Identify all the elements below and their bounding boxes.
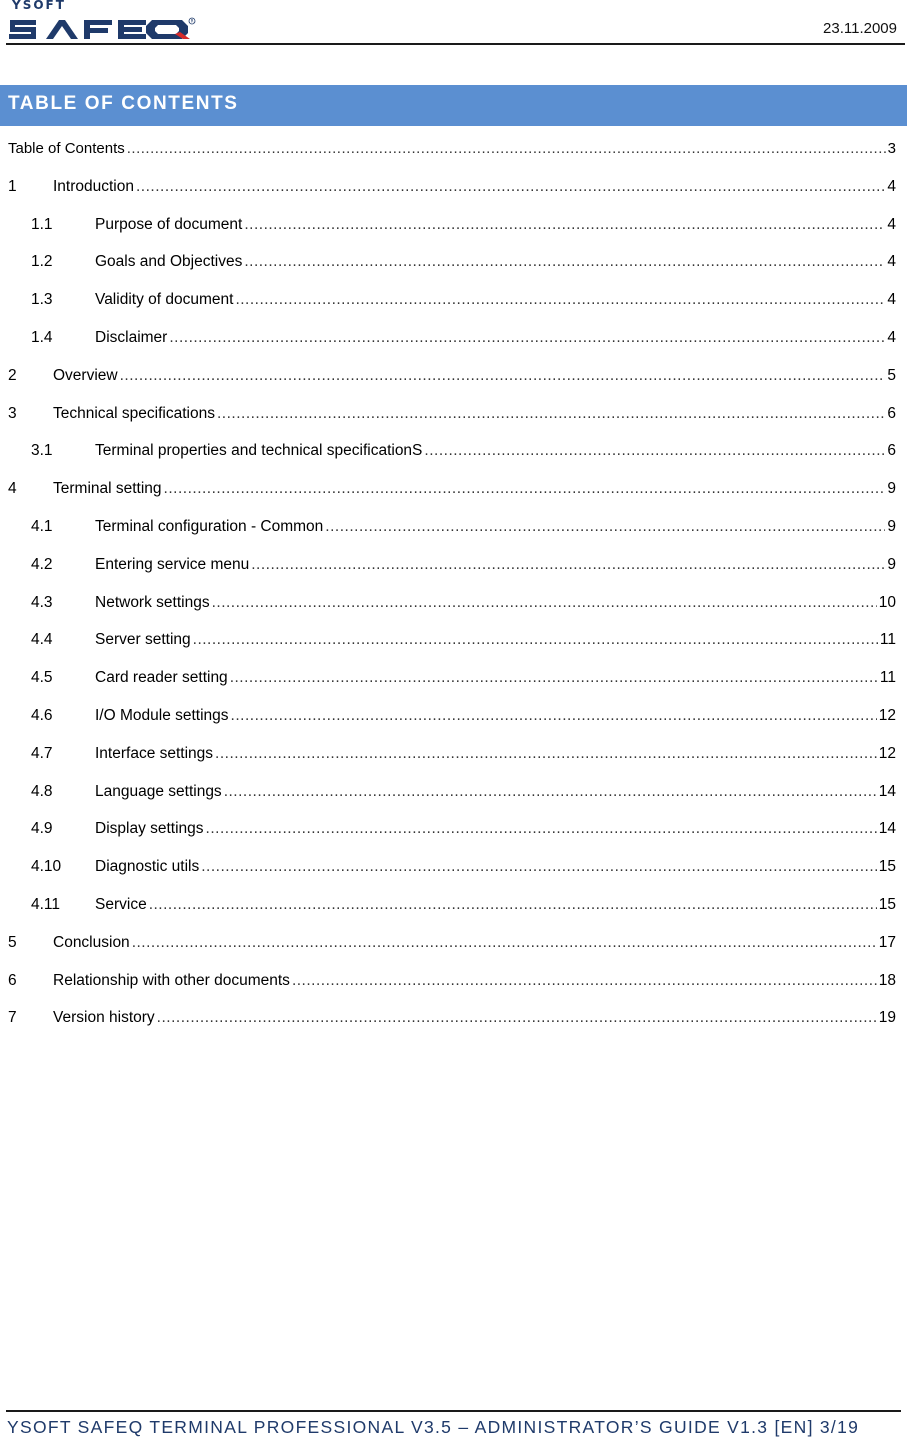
toc-leader-dots [127,134,886,164]
toc-entry-label: Terminal properties and technical specificationS [95,442,423,460]
toc-entry[interactable] [0,588,907,626]
toc-entry-page-number: 11 [879,669,896,687]
toc-entry-number: 4.3 [31,593,53,611]
toc-leader-dots [212,588,877,618]
toc-entry-link[interactable] [95,814,896,844]
toc-entry-label: Entering service menu [95,555,250,573]
toc-entry-page-number: 6 [887,404,896,422]
toc-leader-dots [157,1003,877,1033]
page-footer: YSOFT SAFEQ TERMINAL PROFESSIONAL V3.5 – ADMINISTRATOR’S GUIDE V1.3 [EN] 3/19 [7,1417,860,1437]
toc-entry-link[interactable] [8,134,896,164]
toc-entry-number: 5 [8,933,17,951]
toc-entry-page-number: 6 [887,442,896,460]
toc-entry-label: Conclusion [53,933,130,951]
toc-entry-link[interactable] [95,739,896,769]
toc-entry[interactable] [0,966,907,1004]
toc-entry[interactable] [0,625,907,663]
toc-entry[interactable] [0,361,907,399]
toc-entry[interactable] [0,739,907,777]
toc-entry-number: 4 [8,480,17,498]
toc-entry-label: Goals and Objectives [95,253,243,271]
toc-entry-label: Purpose of document [95,215,243,233]
toc-entry-number: 4.9 [31,820,53,838]
toc-entry[interactable] [0,134,907,172]
toc-entry-label: Diagnostic utils [95,858,200,876]
toc-entry[interactable] [0,512,907,550]
toc-entry[interactable] [0,436,907,474]
toc-entry-link[interactable] [53,172,896,202]
toc-leader-dots [231,701,877,731]
toc-entry-label: Terminal configuration - Common [95,517,324,535]
toc-entry-label: Validity of document [95,291,234,309]
toc-entry-label: Table of Contents [8,140,125,157]
toc-entry-page-number: 4 [887,328,896,346]
toc-entry[interactable] [0,928,907,966]
toc-leader-dots [201,852,877,882]
toc-entry-link[interactable] [95,663,896,693]
toc-entry-page-number: 9 [887,517,896,535]
toc-leader-dots [424,436,885,466]
toc-entry-number: 4.6 [31,706,53,724]
toc-entry-page-number: 14 [878,820,896,838]
toc-leader-dots [244,247,885,277]
toc-entry-link[interactable] [95,550,896,580]
document-date: 23.11.2009 [823,20,897,37]
toc-entry-label: Technical specifications [53,404,215,422]
toc-entry-number: 4.10 [31,858,62,876]
toc-leader-dots [244,210,885,240]
toc-entry-label: Network settings [95,593,210,611]
toc-leader-dots [251,550,885,580]
header-divider [6,43,905,45]
toc-entry-link[interactable] [95,625,896,655]
toc-entry-page-number: 19 [878,1009,896,1027]
toc-entry-link[interactable] [53,399,896,429]
toc-entry-number: 1.1 [31,215,53,233]
toc-entry-label: Introduction [53,177,134,195]
toc-entry-number: 4.7 [31,744,53,762]
toc-entry[interactable] [0,550,907,588]
toc-leader-dots [136,172,885,202]
toc-leader-dots [325,512,885,542]
toc-entry-page-number: 15 [878,895,896,913]
logo-small-text: YSOFT [12,0,66,12]
table-of-contents [0,134,907,1041]
toc-entry-link[interactable] [95,323,896,353]
toc-leader-dots [132,928,877,958]
toc-entry-number: 3.1 [31,442,53,460]
toc-entry[interactable] [0,852,907,890]
toc-entry-number: 1.2 [31,253,53,271]
page-header [0,0,907,46]
toc-entry-page-number: 3 [887,140,896,157]
toc-entry-label: Card reader setting [95,669,228,687]
footer-divider [6,1410,901,1412]
toc-entry[interactable] [0,1003,907,1041]
toc-entry-label: Interface settings [95,744,214,762]
toc-entry[interactable] [0,814,907,852]
toc-entry[interactable] [0,323,907,361]
toc-entry-link[interactable] [95,852,896,882]
toc-entry-number: 1.4 [31,328,53,346]
toc-entry-page-number: 11 [879,631,896,649]
toc-entry-number: 3 [8,404,17,422]
toc-leader-dots [217,399,885,429]
toc-entry-number: 6 [8,971,17,989]
toc-entry-number: 1.3 [31,291,53,309]
toc-entry-link[interactable] [95,777,896,807]
toc-heading-banner [0,85,907,126]
toc-entry-link[interactable] [95,285,896,315]
toc-entry-link[interactable] [95,701,896,731]
toc-leader-dots [292,966,877,996]
toc-leader-dots [206,814,877,844]
toc-entry-label: Service [95,895,147,913]
toc-entry[interactable] [0,210,907,248]
toc-leader-dots [164,474,886,504]
toc-entry-page-number: 14 [878,782,896,800]
toc-title: TABLE OF CONTENTS [8,93,239,114]
toc-entry-label: Overview [53,366,118,384]
toc-entry[interactable] [0,890,907,928]
toc-leader-dots [149,890,877,920]
toc-leader-dots [120,361,886,391]
toc-entry-number: 4.2 [31,555,53,573]
toc-entry-page-number: 15 [878,858,896,876]
toc-entry-link[interactable] [95,890,896,920]
toc-entry-label: Terminal setting [53,480,162,498]
toc-entry-page-number: 5 [887,366,896,384]
toc-entry-page-number: 4 [887,253,896,271]
toc-entry-label: Server setting [95,631,191,649]
toc-entry-number: 4.4 [31,631,53,649]
toc-entry-number: 7 [8,1009,17,1027]
toc-entry[interactable] [0,247,907,285]
ysoft-safeq-logo [6,0,221,44]
toc-entry[interactable] [0,663,907,701]
toc-entry-page-number: 4 [887,291,896,309]
toc-entry-label: Version history [53,1009,155,1027]
toc-entry-number: 4.11 [31,895,61,913]
svg-text:R: R [190,18,194,24]
toc-entry[interactable] [0,399,907,437]
toc-entry[interactable] [0,474,907,512]
toc-entry-page-number: 17 [878,933,896,951]
toc-entry-link[interactable] [53,1003,896,1033]
toc-entry[interactable] [0,777,907,815]
toc-leader-dots [215,739,877,769]
toc-entry-page-number: 4 [887,215,896,233]
toc-entry-label: Disclaimer [95,328,168,346]
toc-entry[interactable] [0,285,907,323]
toc-entry-link[interactable] [95,436,896,466]
toc-entry-page-number: 12 [878,744,896,762]
toc-entry-page-number: 4 [887,177,896,195]
toc-entry-link[interactable] [95,247,896,277]
toc-entry-number: 4.1 [31,517,53,535]
toc-leader-dots [235,285,885,315]
toc-entry-page-number: 9 [887,555,896,573]
toc-leader-dots [224,777,877,807]
toc-entry-page-number: 9 [887,480,896,498]
toc-entry-label: I/O Module settings [95,706,229,724]
toc-entry-label: Language settings [95,782,222,800]
toc-entry-page-number: 12 [878,706,896,724]
toc-entry-link[interactable] [53,361,896,391]
toc-leader-dots [169,323,885,353]
toc-entry-link[interactable] [95,588,896,618]
toc-entry-label: Display settings [95,820,204,838]
toc-entry-link[interactable] [95,210,896,240]
toc-entry-number: 1 [8,177,17,195]
toc-leader-dots [230,663,878,693]
toc-entry-link[interactable] [53,928,896,958]
toc-entry-link[interactable] [53,474,896,504]
toc-entry[interactable] [0,172,907,210]
toc-entry-label: Relationship with other documents [53,971,290,989]
toc-entry-page-number: 10 [878,593,896,611]
toc-entry-number: 2 [8,366,17,384]
toc-entry-number: 4.8 [31,782,53,800]
toc-entry-link[interactable] [53,966,896,996]
toc-entry[interactable] [0,701,907,739]
toc-entry-number: 4.5 [31,669,53,687]
toc-entry-link[interactable] [95,512,896,542]
toc-entry-page-number: 18 [878,971,896,989]
toc-leader-dots [193,625,878,655]
